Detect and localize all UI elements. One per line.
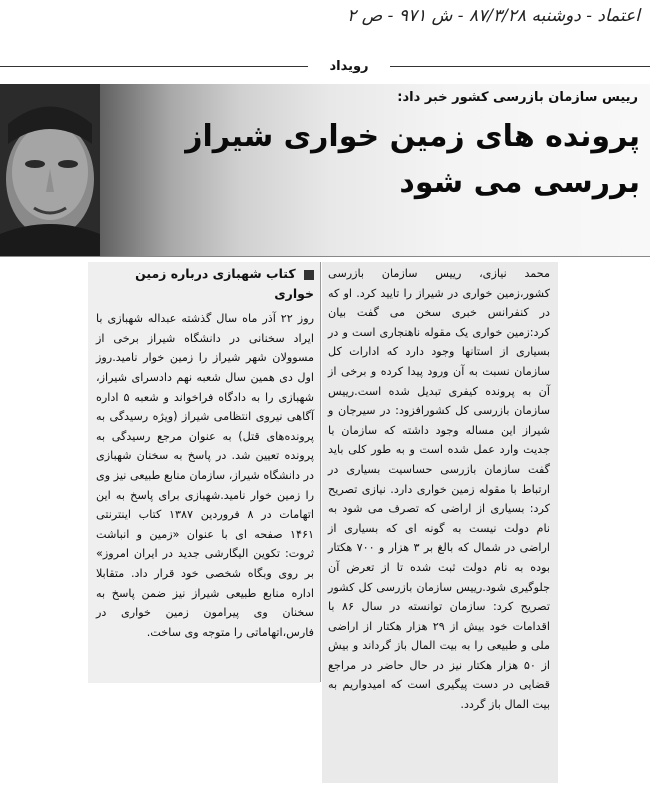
sidebar-body: روز ۲۲ آذر ماه سال گذشته عبداله شهبازی با ایراد سخنانی در دانشگاه شیراز برخی از مسوولان شهر شیراز را زمین خوار نامید.روز اول دی همین سال شعبه نهم دادسرای شیراز، شهبازی را به دادگاه فراخواند و شعبه ۵ اداره آگاهی نیروی انتظامی شیراز (ویژه رسیدگی به پرونده‌های قتل) به عنوان مرجع رسیدگی به پرونده تعیین شد. در پاسخ به سخنان شهبازی در دانشگاه شیراز، سازمان منابع طبیعی نیز وی را زمین خوار نامید.شهبازی برای پاسخ به این اتهامات در ۸ فروردین ۱۳۸۷ کتاب اینترنتی ۱۴۶۱ صفحه ای با عنوان «زمین و انباشت ثروت: تکوین الیگارشی جدید در ایران امروز» بر روی وبگاه شخصی خود قرار داد. متقابلا اداره منابع طبیعی شیراز نیز ضمن پاسخ به سخنان وی پیرامون زمین خواری در فارس،اتهاماتی را متوجه وی ساخت. (96, 312, 314, 639)
headline (140, 114, 640, 206)
sidebar-box (88, 262, 320, 683)
handwritten-clipping-note: اعتماد - دوشنبه ۸۷/۳/۲۸ - ش ۹۷۱ - ص ۲ (347, 6, 640, 26)
headline-line-1: پرونده های زمین خواری شیراز (185, 119, 640, 154)
column-divider (320, 262, 321, 682)
headline-kicker: رییس سازمان بازرسی کشور خبر داد: (397, 90, 638, 105)
portrait-photo (0, 84, 100, 256)
sidebar-title: کتاب شهبازی درباره زمین خواری (135, 266, 314, 301)
section-label: رویداد (308, 56, 390, 78)
article-body-column: محمد نیازی، رییس سازمان بازرسی کشور،زمین خواری در شیراز را تایید کرد. او که در کنفرانس خبری سخن می گفت بیان کرد:زمین خواری یک مقوله ناهنجاری است و در بسیاری از استانها وجود دارد که ادارات کل سازمان نسبت به آن ورود پیدا کرده و برخی از آن به پرونده کیفری تبدیل شده است.رییس سازمان بازرسی کل کشورافزود: در سیرجان و شیراز این مساله وجود داشته که سازمان با جدیت وارد عمل شده است و به طور کلی باید گفت سازمان بازرسی حساسیت بسیاری در ارتباط با مقوله زمین خواری دارد. نیازی تصریح کرد: بسیاری از اراضی که تصرف می شود به نام دولت نیست به گونه ای که بسیاری از اراضی در شمال که بالغ بر ۳ هزار و ۷۰۰ هکتار بوده به نام دولت ثبت شده تا از تعرض آن جلوگیری شود.رییس سازمان بازرسی کل کشور تصریح کرد: سازمان توانسته در سال ۸۶ با اقدامات خود بیش از ۲۹ هزار هکتار از اراضی ملی و طبیعی را به بیت المال باز گرداند و بیش از ۵۰ هزار هکتار نیز در حال حاضر در مراجع قضایی در دست پیگیری است که امیدواریم به بیت المال باز گردد. (322, 262, 558, 783)
section-bar (0, 56, 650, 78)
headline-banner (0, 84, 650, 257)
headline-line-2: بررسی می شود (399, 165, 640, 200)
sidebar-title-row (96, 264, 314, 303)
square-bullet-icon (304, 270, 314, 280)
